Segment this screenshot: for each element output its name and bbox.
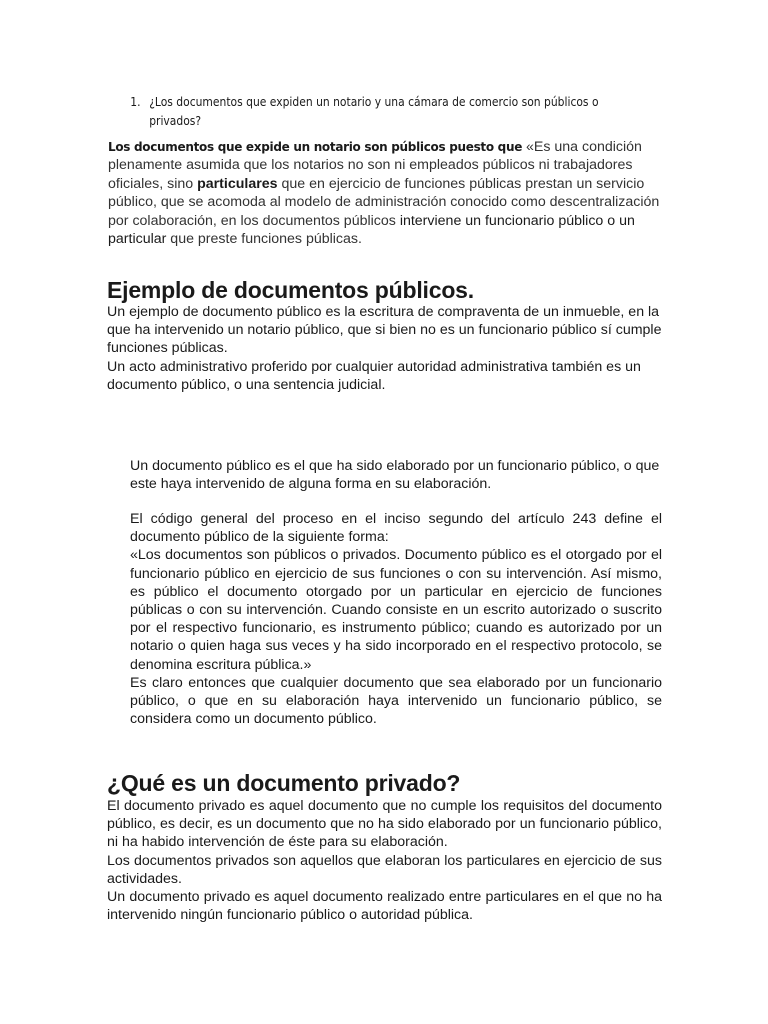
- definicion-paragraph-2: El código general del proceso en el inciso segundo del artículo 243 define el documento público de la siguiente forma:: [130, 511, 662, 546]
- answer-text-4: que preste funciones públicas.: [166, 231, 362, 248]
- ejemplo-paragraph-1: Un ejemplo de documento público es la escritura de compraventa de un inmueble, en la que ha intervenido un notario público, que si bien no es un funcionario público sí cumple funciones públicas.: [107, 304, 662, 357]
- question-number: 1.: [130, 94, 141, 109]
- definicion-paragraph-4: Es claro entonces que cualquier documento que sea elaborado por un funcionario público, o que en su elaboración haya intervenido un funcionario público, se considera como un documento público.: [130, 674, 662, 728]
- heading-ejemplo: Ejemplo de documentos públicos.: [107, 277, 474, 303]
- question-item: [132, 92, 648, 130]
- privado-paragraph-2: Los documentos privados son aquellos que elaboran los particulares en ejercicio de sus actividades.: [107, 852, 662, 887]
- answer-text-1: «Es una condición plenamente asumida que los notarios no son ni empleados públicos ni trabajadores oficiales, sino: [108, 139, 642, 192]
- privado-paragraph-1: El documento privado es aquel documento que no cumple los requisitos del documento público, es decir, es un documento que no ha sido elaborado por un funcionario público, ni ha habido intervención de éste para su elaboración.: [107, 798, 662, 851]
- definicion-body: [130, 510, 662, 728]
- privado-body: [107, 797, 662, 924]
- definicion-intro: [130, 457, 662, 493]
- answer-lead: Los documentos que expide un notario son públicos puesto que: [108, 140, 523, 154]
- definicion-paragraph-1: Un documento público es el que ha sido elaborado por un funcionario público, o que este haya intervenido de alguna forma en su elaboración.: [130, 458, 660, 493]
- heading-privado: ¿Qué es un documento privado?: [107, 770, 461, 796]
- definicion-quote: «Los documentos son públicos o privados. Documento público es el otorgado por el funcionario público en ejercicio de sus funciones o con su intervención. Así mismo, es público el documento otorgado por un particular en ejercicio de funciones públicas o con su intervención. Cuando consiste en un escrito autorizado o suscrito por el respectivo funcionario, es instrumento público; cuando es autorizado por un notario o quien haga sus veces y ha sido incorporado en el respectivo protocolo, se denomina escritura pública.»: [130, 547, 662, 673]
- answer-paragraph: [108, 138, 663, 248]
- question-text: ¿Los documentos que expiden un notario y una cámara de comercio son públicos o privados?: [149, 94, 599, 128]
- ejemplo-body: [107, 303, 662, 394]
- answer-text-3: interviene un funcionario público o un particular: [108, 212, 635, 248]
- answer-bold-particulares: particulares: [197, 175, 278, 192]
- answer-text-2: que en ejercicio de funciones públicas prestan un servicio público, que se acomoda al modelo de administración conocido como descentralización por colaboración, en los documentos públicos: [108, 175, 660, 229]
- ejemplo-paragraph-2: Un acto administrativo proferido por cualquier autoridad administrativa también es un documento público, o una sentencia judicial.: [107, 358, 641, 393]
- privado-paragraph-3: Un documento privado es aquel documento realizado entre particulares en el que no ha intervenido ningún funcionario público o autoridad pública.: [107, 889, 662, 924]
